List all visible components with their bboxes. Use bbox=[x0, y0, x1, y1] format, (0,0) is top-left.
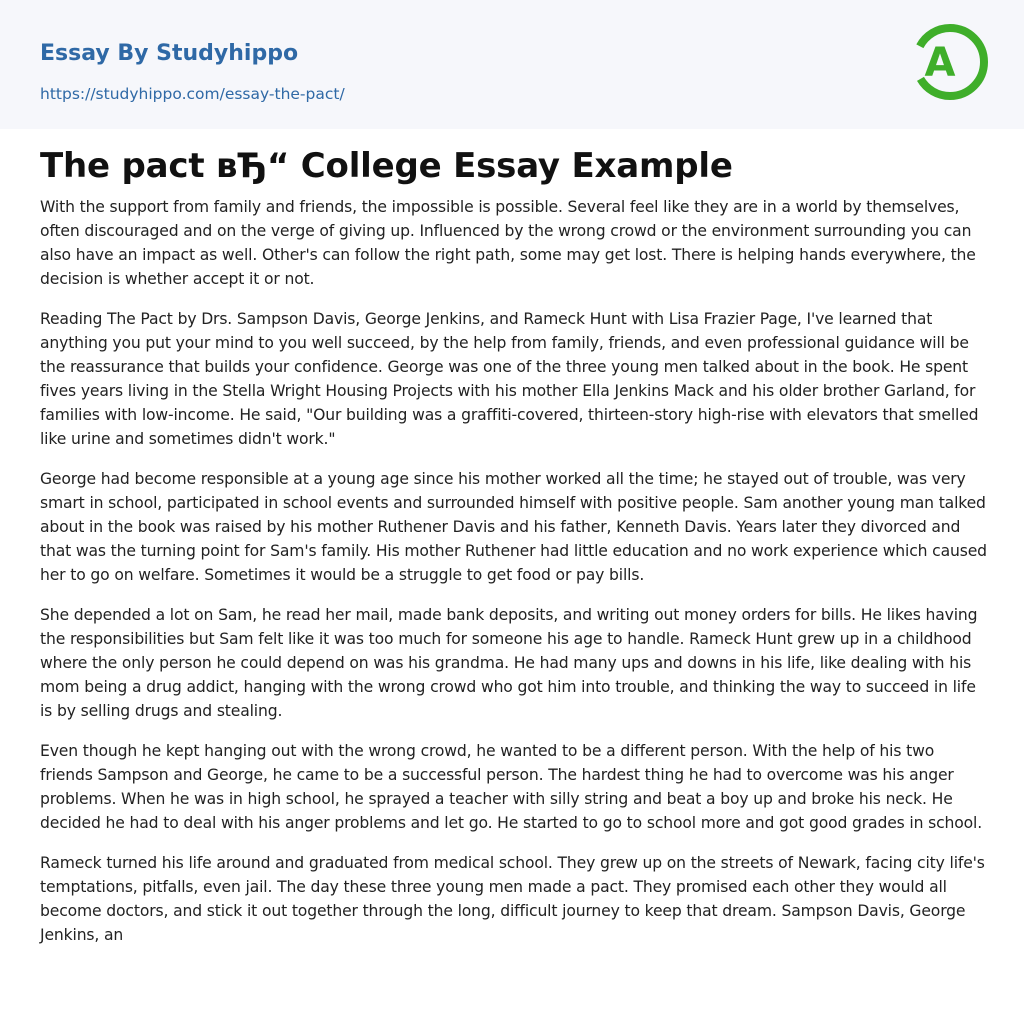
paragraph-2: Reading The Pact by Drs. Sampson Davis, George Jenkins, and Rameck Hunt with Lisa Frazier Page, I've learned that anything you put your mind to you well succeed, by the help from family, friends, and even professional guidance will be the reassurance that builds your confidence. George was one of the three young men talked about in the book. He spent fives years living in the Stella Wright Housing Projects with his mother Ella Jenkins Mack and his older brother Garland, for families with low-income. He said, "Our building was a graffiti-covered, thirteen-story high-rise with elevators that smelled like urine and sometimes didn't work." bbox=[40, 310, 979, 448]
paragraph-5: Even though he kept hanging out with the wrong crowd, he wanted to be a different person. With the help of his two friends Sampson and George, he came to be a successful person. The hardest thing he had to overcome was his anger problems. When he was in high school, he sprayed a teacher with silly string and beat a boy up and broke his neck. He decided he had to deal with his anger problems and let go. He started to go to school more and got good grades in school. bbox=[40, 742, 983, 832]
source-url-link[interactable]: https://studyhippo.com/essay-the-pact/ bbox=[40, 85, 345, 103]
essay-body bbox=[40, 195, 990, 963]
paragraph-4: She depended a lot on Sam, he read her mail, made bank deposits, and writing out money orders for bills. He likes having the responsibilities but Sam felt like it was too much for someone his age to handle. Rameck Hunt grew up in a childhood where the only person he could depend on was his grandma. He had many ups and downs in his life, like dealing with his mom being a drug addict, hanging with the wrong crowd who got him into trouble, and thinking the way to succeed in life is by selling drugs and stealing. bbox=[40, 606, 978, 720]
paragraph-6: Rameck turned his life around and graduated from medical school. They grew up on the streets of Newark, facing city life's temptations, pitfalls, even jail. The day these three young men made a pact. They promised each other they would all become doctors, and stick it out together through the long, difficult journey to keep that dream. Sampson Davis, George Jenkins, an bbox=[40, 854, 985, 944]
studyhippo-logo-icon[interactable] bbox=[912, 19, 988, 105]
page-title: The pact вЂ“ College Essay Example bbox=[40, 146, 733, 186]
site-header bbox=[0, 0, 1024, 129]
site-title[interactable]: Essay By Studyhippo bbox=[40, 41, 299, 66]
paragraph-1: With the support from family and friends, the impossible is possible. Several feel like they are in a world by themselves, often discouraged and on the verge of giving up. Influenced by the wrong crowd or the environment surrounding you can also have an impact as well. Other's can follow the right path, some may get lost. There is helping hands everywhere, the decision is whether accept it or not. bbox=[40, 198, 976, 288]
logo-letter: A bbox=[924, 40, 956, 86]
paragraph-3: George had become responsible at a young age since his mother worked all the time; he stayed out of trouble, was very smart in school, participated in school events and surrounded himself with positive people. Sam another young man talked about in the book was raised by his mother Ruthener Davis and his father, Kenneth Davis. Years later they divorced and that was the turning point for Sam's family. His mother Ruthener had little education and no work experience which caused her to go on welfare. Sometimes it would be a struggle to get food or pay bills. bbox=[40, 470, 987, 584]
